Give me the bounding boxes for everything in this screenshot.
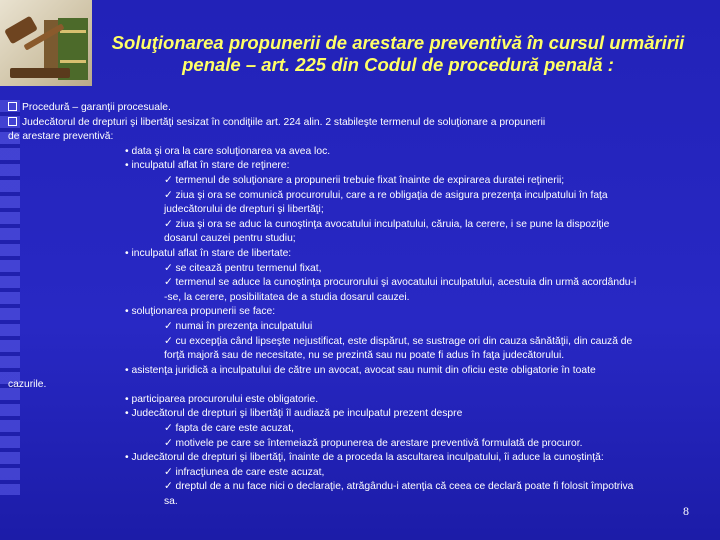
content-line [8,335,714,350]
content-line [8,130,714,145]
content-line-text: Procedură – garanţii procesuale. [22,102,171,113]
content-line-text: • inculpatul aflat în stare de libertate: [125,247,292,259]
content-line [8,232,714,247]
content-line-text: ✓ termenul de soluţionare a propunerii trebuie fixat înainte de expirarea duratei reţinerii; [164,174,565,186]
content-line [8,466,714,481]
content-line [8,174,714,189]
content-line [8,247,714,262]
content-line-text: • asistenţa juridică a inculpatului de către un avocat, avocat sau numit din oficiu este obligatorie în toate [125,364,596,376]
gavel-icon [0,0,92,86]
content-line-text: ✓ dreptul de a nu face nici o declaraţie, atrăgându-i atenţia că ceea ce declară poate fi folosit împotriva [164,481,634,493]
content-line-text: judecătorului de drepturi şi libertăţi; [164,204,324,216]
content-line [8,203,714,218]
square-bullet-icon [8,102,17,111]
content-line [8,393,714,408]
content-line-text: ✓ ziua şi ora se aduc la cunoştinţa avocatului inculpatului, căruia, la cerere, i se pune la dispoziţie [164,218,610,230]
content-line [8,145,714,160]
content-line [8,159,714,174]
content-line-text: ✓ motivele pe care se întemeiază propunerea de arestare preventivă formulată de procuror. [164,437,583,449]
content-line-text: • soluţionarea propunerii se face: [125,306,276,318]
content-line-text: ✓ infracţiunea de care este acuzat, [164,466,325,478]
content-line-text: forţă majoră sau de necesitate, nu se prezintă sau nu poate fi adus în faţa judecătorului. [164,350,565,362]
content-line [8,116,714,131]
content-line [8,495,714,510]
slide-title-line-2: penale – art. 225 din Codul de procedură penală : [182,54,614,75]
content-line [8,349,714,364]
content-line-text: • data şi ora la care soluţionarea va avea loc. [125,145,331,157]
content-line-text: -se, la cerere, posibilitatea de a studia dosarul cauzei. [164,291,410,303]
content-line [8,101,714,116]
content-line [8,364,714,379]
slide-title-line-1: Soluţionarea propunerii de arestare preventivă în cursul urmăririi [111,32,685,53]
content-line-text: Judecătorul de drepturi şi libertăţi sesizat în condiţiile art. 224 alin. 2 stabileşte termenul de soluţionare a propunerii [22,116,546,128]
content-line [8,378,714,393]
content-line-text: ✓ se citează pentru termenul fixat, [164,262,322,274]
content-line [8,305,714,320]
gavel-books-logo [0,0,92,86]
content-line-text: ✓ ziua şi ora se comunică procurorului, care a re obligaţia de asigura prezenţa inculpatului în faţa [164,189,608,201]
content-line-text: cazurile. [8,379,47,391]
content-line-text: ✓ cu excepţia când lipseşte nejustificat, este dispărut, se sustrage ori din cauza sănătăţii, din cauză de [164,335,633,347]
slide-title [88,32,708,76]
content-line [8,437,714,452]
content-line-text: ✓ termenul se aduce la cunoştinţa procurorului şi avocatului inculpatului, acestuia din urmă acordându-i [164,277,637,289]
content-line-text: ✓ numai în prezenţa inculpatului [164,320,313,332]
content-line-text: • inculpatul aflat în stare de reţinere: [125,160,290,172]
content-line [8,451,714,466]
content-line [8,422,714,437]
content-line-text: • Judecătorul de drepturi şi libertăţi, înainte de a proceda la ascultarea inculpatului, îi aduce la cunoştinţă: [125,452,604,464]
content-line [8,407,714,422]
square-bullet-icon [8,117,17,126]
content-line-text: ✓ fapta de care este acuzat, [164,423,294,435]
content-line-text: sa. [164,496,178,508]
content-line [8,189,714,204]
content-line-text: • participarea procurorului este obligatorie. [125,393,319,405]
content-line-text: de arestare preventivă: [8,131,114,143]
content-line [8,291,714,306]
content-line [8,320,714,335]
content-line [8,276,714,291]
content-line [8,218,714,233]
content-line-text: dosarul cauzei pentru studiu; [164,233,296,245]
slide-content [8,101,714,510]
page-number: 8 [683,504,689,518]
content-line [8,480,714,495]
content-line-text: • Judecătorul de drepturi şi libertăţi îl audiază pe inculpatul prezent despre [125,408,463,420]
content-line [8,262,714,277]
